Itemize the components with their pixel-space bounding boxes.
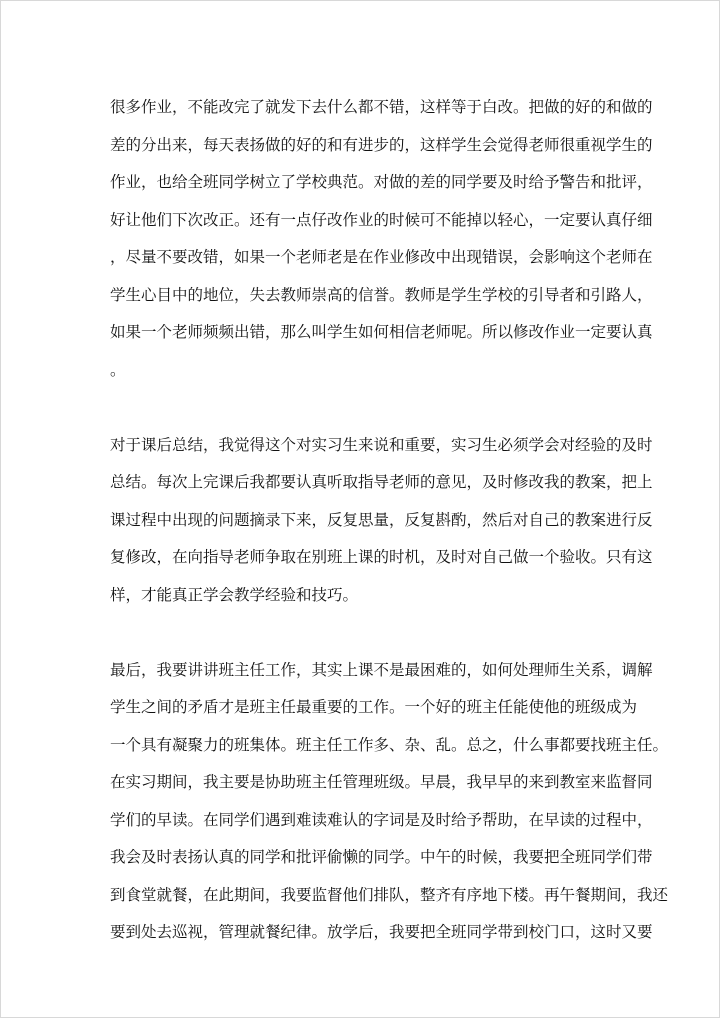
paragraph-line: 要到处去巡视，管理就餐纪律。放学后，我要把全班同学带到校门口，这时又要 [110,923,653,941]
paragraph-spacer [110,614,610,652]
paragraph-spacer [110,389,610,427]
paragraph-line: 学生心目中的地位，失去教师崇高的信誉。教师是学生学校的引导者和引路人， [110,285,653,304]
paragraph-line: 如果一个老师频频出错，那么叫学生如何相信老师呢。所以修改作业一定要认真 [110,323,653,341]
paragraph-line: 样，才能真正学会教学经验和技巧。 [110,585,359,604]
paragraph-line: 差的分出来，每天表扬做的好的和有进步的，这样学生会觉得老师很重视学生的 [110,135,653,154]
paragraph-line: 最后，我要讲讲班主任工作，其实上课不是最困难的，如何处理师生关系，调解 [110,660,653,679]
paragraph-line: 总结。每次上完课后我都要认真听取指导老师的意见，及时修改我的教案，把上 [110,473,653,491]
paragraph-lesson-summary [110,427,653,615]
paragraph-homework-correction [110,89,653,389]
paragraph-line: 学们的早读。在同学们遇到难读难认的字词是及时给予帮助，在早读的过程中， [110,810,653,829]
paragraph-line: 。 [110,360,126,379]
paragraph-class-teacher-work [110,652,669,952]
document-body [110,89,669,952]
paragraph-line: 我会及时表扬认真的同学和批评偷懒的同学。中午的时候，我要把全班同学们带 [110,848,653,866]
paragraph-line: 课过程中出现的问题摘录下来，反复思量，反复斟酌，然后对自己的教案进行反 [110,510,653,529]
paragraph-line: 好让他们下次改正。还有一点仔改作业的时候可不能掉以轻心，一定要认真仔细 [110,210,653,229]
paragraph-line: 很多作业，不能改完了就发下去什么都不错，这样等于白改。把做的好的和做的 [110,98,653,116]
paragraph-line: 复修改，在向指导老师争取在别班上课的时机，及时对自己做一个验收。只有这 [110,548,653,566]
paragraph-line: 对于课后总结，我觉得这个对实习生来说和重要，实习生必须学会对经验的及时 [110,435,653,454]
paragraph-line: ，尽量不要改错，如果一个老师老是在作业修改中出现错误，会影响这个老师在 [110,248,653,266]
paragraph-line: 作业，也给全班同学树立了学校典范。对做的差的同学要及时给予警告和批评， [110,173,653,191]
paragraph-line: 学生之间的矛盾才是班主任最重要的工作。一个好的班主任能使他的班级成为 [110,698,638,716]
paragraph-line: 在实习期间，我主要是协助班主任管理班级。早晨，我早早的来到教室来监督同 [110,773,653,791]
paragraph-line: 到食堂就餐，在此期间，我要监督他们排队，整齐有序地下楼。再午餐期间，我还 [110,885,669,904]
paragraph-line: 一个具有凝聚力的班集体。班主任工作多、杂、乱。总之，什么事都要找班主任。 [110,735,669,754]
